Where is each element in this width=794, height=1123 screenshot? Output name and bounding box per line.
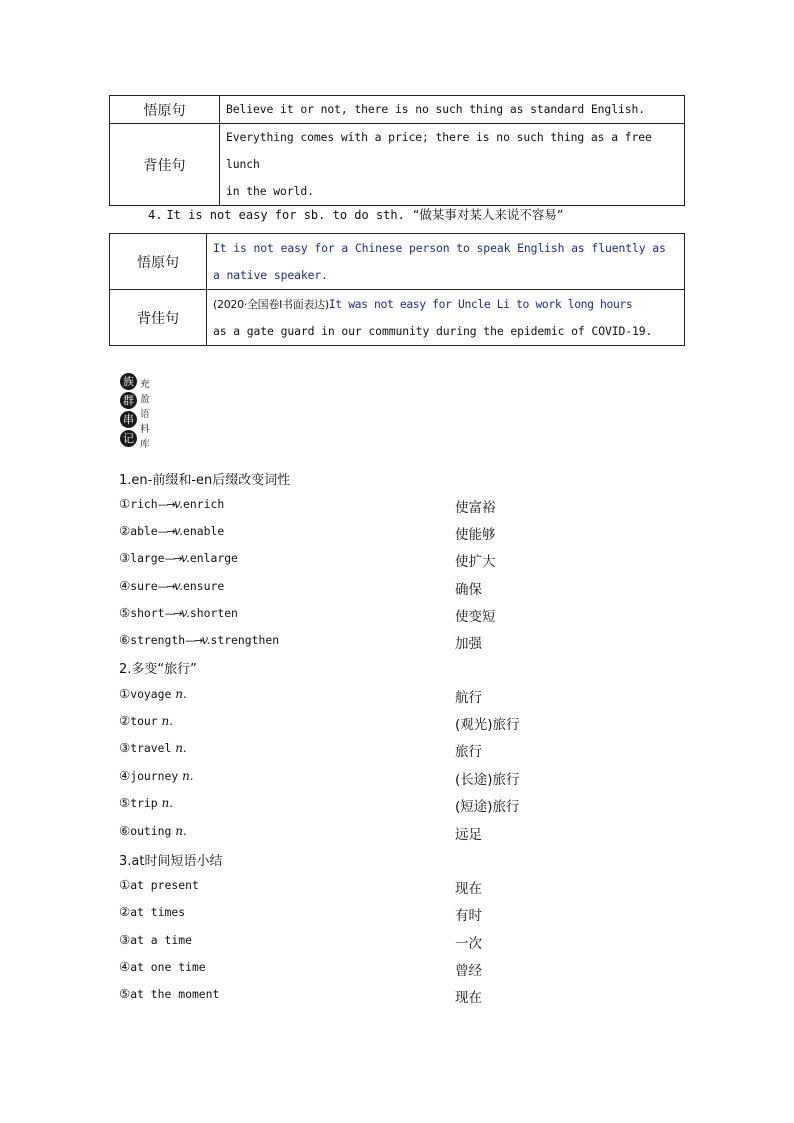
table-row (110, 96, 685, 124)
pattern-heading (148, 205, 563, 223)
item-word: outing (130, 824, 172, 838)
item-word: travel (130, 741, 172, 755)
item-derived: enrich (183, 497, 225, 511)
list-item (119, 877, 679, 897)
list-item (119, 713, 679, 733)
example-table-4 (109, 233, 685, 346)
item-number: ④ (119, 768, 131, 783)
item-number: ⑥ (119, 632, 131, 647)
badge-char: 语 (140, 409, 150, 420)
badge-char: 库 (140, 439, 150, 450)
sentence-line: in the world. (226, 184, 314, 198)
item-meaning: 使能够 (455, 527, 496, 543)
item-word: trip (130, 796, 158, 810)
item-number: ① (119, 496, 131, 511)
item-pos: n. (175, 741, 187, 755)
item-number: ③ (119, 932, 131, 947)
item-number: ③ (119, 740, 131, 755)
item-meaning: (观光)旅行 (455, 717, 520, 733)
item-meaning: 使富裕 (455, 500, 496, 516)
list-item (119, 578, 679, 598)
badge-char: 料 (140, 424, 150, 435)
item-number: ① (119, 877, 131, 892)
table-row (110, 124, 685, 206)
item-word: able (130, 524, 158, 538)
item-meaning: 有时 (455, 908, 482, 924)
arrow-icon: —→ (164, 552, 181, 565)
arrow-icon: —→ (185, 634, 202, 647)
item-word: at a time (130, 933, 192, 947)
item-word: strength (130, 633, 186, 647)
item-meaning: 一次 (455, 936, 482, 952)
list-item (119, 932, 679, 952)
table-row (110, 290, 685, 346)
item-pos: v. (180, 551, 190, 565)
list-item (119, 686, 679, 706)
list-item (119, 823, 679, 843)
arrow-icon: —→ (157, 580, 174, 593)
section-title: 3.at时间短语小结 (119, 854, 223, 869)
heading-number: 4. (148, 208, 163, 222)
row-label: 背佳句 (110, 290, 207, 346)
item-word: at present (130, 878, 199, 892)
item-meaning: (长途)旅行 (455, 772, 520, 788)
badge-char: 充 (140, 379, 150, 390)
badge-circle: 群 (120, 392, 137, 409)
item-pos: n. (161, 714, 174, 728)
item-word: journey (130, 769, 179, 783)
item-pos: v. (180, 606, 190, 620)
item-meaning: 现在 (455, 990, 482, 1006)
source-note: (2020·全国卷Ⅰ书面表达) (213, 297, 329, 311)
table-row (110, 234, 685, 290)
badge-circle: 串 (120, 411, 137, 428)
badge-char: 盈 (140, 394, 150, 405)
heading-pattern: It is not easy for sb. to do sth. (166, 208, 405, 222)
item-number: ① (119, 686, 131, 701)
item-word: tour (130, 714, 158, 728)
item-word: at the moment (130, 987, 220, 1001)
row-label: 悟原句 (110, 234, 207, 290)
item-meaning: 加强 (455, 636, 482, 652)
sentence-line: It is not easy for a Chinese person to speak English as fluently as (213, 240, 666, 255)
list-item (119, 632, 679, 652)
arrow-icon: —→ (157, 525, 174, 538)
row-text (220, 96, 685, 124)
badge-circle: 记 (120, 430, 137, 447)
item-meaning: 航行 (455, 690, 482, 706)
item-meaning: 曾经 (455, 963, 482, 979)
item-number: ⑤ (119, 795, 131, 810)
item-word: at times (130, 905, 186, 919)
item-pos: n. (182, 769, 194, 783)
item-number: ⑤ (119, 986, 131, 1001)
section-title: 2.多变“旅行” (119, 662, 197, 677)
list-item (119, 496, 679, 516)
item-word: at one time (130, 960, 206, 974)
section-badge (120, 373, 160, 459)
item-word: sure (130, 579, 158, 593)
item-pos: n. (161, 796, 174, 810)
item-number: ② (119, 904, 131, 919)
list-item (119, 550, 679, 570)
arrow-icon: —→ (164, 607, 181, 620)
item-meaning: 确保 (455, 582, 482, 598)
sentence-line: a native speaker. (213, 267, 328, 282)
badge-circle: 族 (120, 373, 137, 390)
item-number: ③ (119, 550, 131, 565)
item-number: ④ (119, 578, 131, 593)
item-word: short (130, 606, 165, 620)
item-meaning: 使扩大 (455, 554, 496, 570)
item-pos: n. (175, 687, 187, 701)
item-meaning: 现在 (455, 881, 482, 897)
item-number: ⑤ (119, 605, 131, 620)
row-text (207, 234, 685, 290)
list-item (119, 740, 679, 760)
item-word: rich (130, 497, 158, 511)
row-label: 背佳句 (110, 124, 220, 206)
example-table-3 (109, 95, 685, 206)
item-derived: shorten (189, 606, 238, 620)
item-derived: enable (183, 524, 225, 538)
item-meaning: 旅行 (455, 744, 482, 760)
list-item (119, 904, 679, 924)
item-word: large (130, 551, 165, 565)
arrow-icon: —→ (157, 498, 174, 511)
list-item (119, 523, 679, 543)
list-item (119, 959, 679, 979)
heading-meaning: “做某事对某人来说不容易” (412, 207, 564, 222)
item-derived: ensure (183, 579, 225, 593)
item-meaning: (短途)旅行 (455, 799, 520, 815)
list-item (119, 795, 679, 815)
item-pos: v. (173, 497, 184, 511)
item-meaning: 使变短 (455, 609, 496, 625)
sentence-line (213, 291, 680, 318)
list-item (119, 986, 679, 1006)
sentence-line: as a gate guard in our community during the epidemic of COVID-19. (213, 323, 653, 338)
item-number: ④ (119, 959, 131, 974)
item-derived: strengthen (210, 633, 280, 647)
sentence-text: Believe it or not, there is no such thing as standard English. (226, 102, 645, 116)
item-pos: v. (173, 524, 184, 538)
item-word: voyage (130, 687, 172, 701)
item-pos: v. (201, 633, 211, 647)
sentence-text: It was not easy for Uncle Li to work long hours (328, 296, 633, 311)
item-pos: v. (173, 579, 184, 593)
item-number: ② (119, 713, 131, 728)
row-text (207, 290, 685, 346)
item-pos: n. (175, 824, 187, 838)
row-text (220, 124, 685, 206)
item-derived: enlarge (189, 551, 238, 565)
item-number: ② (119, 523, 131, 538)
list-item (119, 768, 679, 788)
sentence-line: Everything comes with a price; there is no such thing as a free lunch (226, 130, 652, 171)
list-item (119, 605, 679, 625)
item-number: ⑥ (119, 823, 131, 838)
row-label: 悟原句 (110, 96, 220, 124)
item-meaning: 远足 (455, 827, 482, 843)
section-title: 1.en-前缀和-en后缀改变词性 (119, 473, 291, 488)
